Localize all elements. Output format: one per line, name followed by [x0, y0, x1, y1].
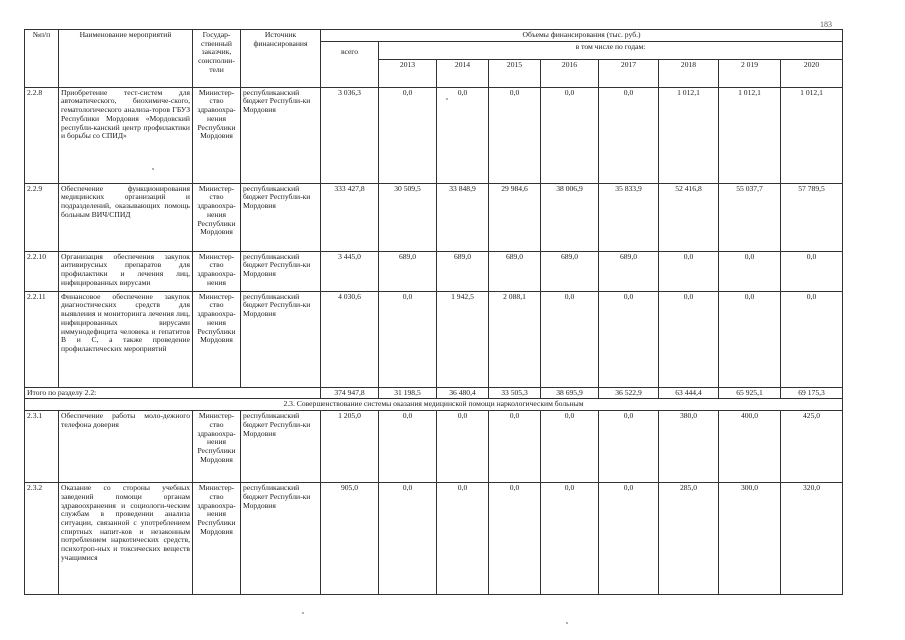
- subtotal-value: 69 175,3: [781, 387, 843, 399]
- row-value: 1 012,1: [781, 87, 843, 183]
- scan-speck: [302, 612, 304, 614]
- header-name: Наименование мероприятий: [59, 30, 193, 88]
- row-name: Приобретение тест-систем для автоматического, биохимиче-ского, гематологического анализа-торов ГБУЗ Республики Мордовия «Мордовский республи-канский центр профилактики и борьбы со СПИД»: [59, 87, 193, 183]
- subtotal-value: 63 444,4: [659, 387, 719, 399]
- row-source: республиканский бюджет Республи-ки Мордовия: [241, 411, 321, 483]
- row-value: 1 942,5: [437, 291, 489, 387]
- row-source: республиканский бюджет Республи-ки Мордовия: [241, 183, 321, 251]
- row-value: 0,0: [541, 291, 599, 387]
- subtotal-value: 36 522,9: [599, 387, 659, 399]
- row-value: 689,0: [599, 251, 659, 291]
- header-no: №п/п: [25, 30, 59, 88]
- row-value: 0,0: [719, 291, 781, 387]
- row-total: 905,0: [321, 483, 379, 595]
- header-year: 2020: [781, 59, 843, 87]
- financing-table: [24, 29, 843, 595]
- section-title: 2.3. Совершенствование системы оказания медицинской помощи наркологическим больным: [25, 399, 843, 411]
- header-total: всего: [321, 41, 379, 87]
- row-value: 689,0: [379, 251, 437, 291]
- row-value: 0,0: [489, 483, 541, 595]
- row-no: 2.3.1: [25, 411, 59, 483]
- row-total: 333 427,8: [321, 183, 379, 251]
- row-total: 4 030,6: [321, 291, 379, 387]
- table-row: [25, 87, 843, 183]
- table-row: [25, 291, 843, 387]
- subtotal-value: 36 480,4: [437, 387, 489, 399]
- header-year: 2017: [599, 59, 659, 87]
- row-name: Обеспечение функционирования медицинских организаций и подразделений, оказывающих помощь больным ВИЧ/СПИД: [59, 183, 193, 251]
- row-value: 29 984,6: [489, 183, 541, 251]
- header-customer: Государ-ственный заказчик, соисполни-тели: [193, 30, 241, 88]
- subtotal-value: 33 505,3: [489, 387, 541, 399]
- row-customer: Министер-ство здравоохра-нения Республики Мордовия: [193, 291, 241, 387]
- section-row: [25, 399, 843, 411]
- row-value: 57 789,5: [781, 183, 843, 251]
- row-customer: Министер-ство здравоохра-нения Республики Мордовия: [193, 183, 241, 251]
- row-value: 35 833,9: [599, 183, 659, 251]
- row-source: республиканский бюджет Республи-ки Мордовия: [241, 291, 321, 387]
- scan-speck: [446, 98, 448, 100]
- row-value: 0,0: [781, 251, 843, 291]
- row-source: республиканский бюджет Республи-ки Мордовия: [241, 483, 321, 595]
- subtotal-value: 38 695,9: [541, 387, 599, 399]
- row-value: 0,0: [437, 87, 489, 183]
- row-value: 0,0: [489, 87, 541, 183]
- subtotal-label: Итого по разделу 2.2:: [25, 387, 321, 399]
- table-row: [25, 251, 843, 291]
- table-row: [25, 411, 843, 483]
- row-value: 300,0: [719, 483, 781, 595]
- row-no: 2.2.8: [25, 87, 59, 183]
- row-value: 55 037,7: [719, 183, 781, 251]
- row-value: 0,0: [541, 411, 599, 483]
- header-year: 2014: [437, 59, 489, 87]
- row-no: 2.2.10: [25, 251, 59, 291]
- row-value: 30 509,5: [379, 183, 437, 251]
- subtotal-row: [25, 387, 843, 399]
- row-value: 2 088,1: [489, 291, 541, 387]
- row-value: 0,0: [379, 483, 437, 595]
- row-source: республиканский бюджет Республи-ки Мордовия: [241, 251, 321, 291]
- header-volumes: Объемы финансирования (тыс. руб.): [321, 30, 843, 42]
- row-no: 2.2.11: [25, 291, 59, 387]
- row-value: 689,0: [489, 251, 541, 291]
- row-no: 2.2.9: [25, 183, 59, 251]
- row-value: 0,0: [781, 291, 843, 387]
- row-value: 0,0: [599, 411, 659, 483]
- header-year: 2018: [659, 59, 719, 87]
- row-value: 1 012,1: [719, 87, 781, 183]
- subtotal-total: 374 947,8: [321, 387, 379, 399]
- row-value: 0,0: [437, 483, 489, 595]
- row-value: 0,0: [379, 291, 437, 387]
- row-value: 425,0: [781, 411, 843, 483]
- row-name: Организация обеспечения закупок антивирусных препаратов для профилактики и лечения лиц, инфицированных вирусами: [59, 251, 193, 291]
- row-value: 0,0: [599, 87, 659, 183]
- row-value: 0,0: [541, 483, 599, 595]
- row-value: 689,0: [541, 251, 599, 291]
- row-value: 0,0: [719, 251, 781, 291]
- header-by-years: в том числе по годам:: [379, 41, 843, 59]
- table-row: [25, 183, 843, 251]
- table-row: [25, 483, 843, 595]
- row-value: 285,0: [659, 483, 719, 595]
- scan-speck: [152, 168, 154, 170]
- row-value: 400,0: [719, 411, 781, 483]
- row-customer: Министер-ство здравоохра-нения Республики Мордовия: [193, 483, 241, 595]
- row-value: 0,0: [659, 291, 719, 387]
- row-value: 689,0: [437, 251, 489, 291]
- row-name: Оказание со стороны учебных заведений помощи органам здравоохранения и социологи-ческим службам в проведении анализа ситуации, связанной с употреблением спиртных напит-ков и незаконным потреблением наркотических средств, психотроп-ных и токсических веществ учащимися: [59, 483, 193, 595]
- row-value: 33 848,9: [437, 183, 489, 251]
- subtotal-value: 65 925,1: [719, 387, 781, 399]
- subtotal-value: 31 198,5: [379, 387, 437, 399]
- header-year: 2015: [489, 59, 541, 87]
- row-value: 0,0: [541, 87, 599, 183]
- row-total: 3 445,0: [321, 251, 379, 291]
- row-source: республиканский бюджет Республи-ки Мордовия: [241, 87, 321, 183]
- row-customer: Министер-ство здравоохра-нения: [193, 251, 241, 291]
- row-value: 0,0: [489, 411, 541, 483]
- row-value: 0,0: [599, 291, 659, 387]
- header-year: 2013: [379, 59, 437, 87]
- header-year: 2016: [541, 59, 599, 87]
- header-source: Источник финансирования: [241, 30, 321, 88]
- row-value: 1 012,1: [659, 87, 719, 183]
- row-value: 320,0: [781, 483, 843, 595]
- row-value: 0,0: [379, 411, 437, 483]
- header-year: 2 019: [719, 59, 781, 87]
- row-value: 38 006,9: [541, 183, 599, 251]
- row-value: 0,0: [379, 87, 437, 183]
- row-no: 2.3.2: [25, 483, 59, 595]
- row-name: Финансовое обеспечение закупок диагностических средств для выявления и мониторинга лечения лиц, инфицированных вирусами иммунодефицита человека и гепатитов В и С, а также проведение профилактических мероприятий: [59, 291, 193, 387]
- row-customer: Министер-ство здравоохра-нения Республики Мордовия: [193, 87, 241, 183]
- row-value: 380,0: [659, 411, 719, 483]
- row-value: 52 416,8: [659, 183, 719, 251]
- row-total: 1 205,0: [321, 411, 379, 483]
- row-value: 0,0: [599, 483, 659, 595]
- row-total: 3 036,3: [321, 87, 379, 183]
- row-customer: Министер-ство здравоохра-нения Республики Мордовия: [193, 411, 241, 483]
- scan-speck: [566, 622, 568, 624]
- page-number: 183: [820, 20, 832, 29]
- row-value: 0,0: [437, 411, 489, 483]
- row-value: 0,0: [659, 251, 719, 291]
- row-name: Обеспечение работы моло-дежного телефона доверия: [59, 411, 193, 483]
